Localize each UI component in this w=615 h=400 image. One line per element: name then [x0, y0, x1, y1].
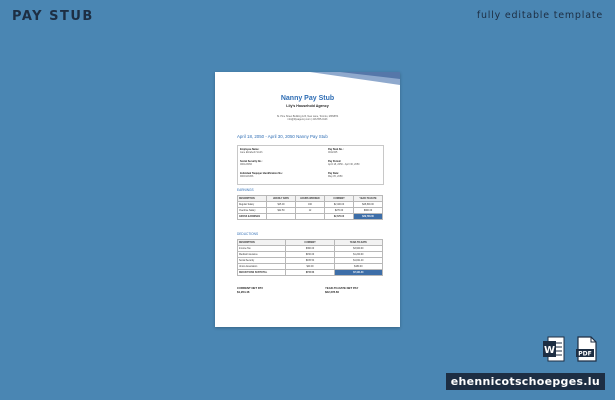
pay-period-value: April 18, 2050 - April 30, 2050 — [328, 163, 360, 166]
table-header-cell: HOURS WORKED — [296, 196, 325, 202]
ytd-net-pay-label: YEAR-TO-DATE NET PAY — [325, 286, 359, 290]
pdf-doc-icon[interactable] — [576, 336, 598, 362]
pay-date-label: Pay Date: — [328, 172, 339, 175]
table-cell: $900.00 — [354, 208, 383, 214]
table-cell: Regular Salary — [238, 202, 267, 208]
agency-name: Lily's Household Agency — [286, 104, 329, 108]
table-cell: $150.00 — [286, 252, 334, 258]
table-cell: 160 — [296, 202, 325, 208]
employee-info-box — [237, 145, 384, 185]
table-header-cell: DESCRIPTION — [238, 240, 286, 246]
table-cell — [296, 214, 325, 220]
table-header-cell: YEAR-TO-DATE — [334, 240, 382, 246]
deductions-section-title: DEDUCTIONS — [237, 232, 259, 236]
table-header-cell: YEAR-TO-DATE — [354, 196, 383, 202]
table-cell: $3,900.00 — [334, 246, 382, 252]
table-cell: Medical Insurance — [238, 252, 286, 258]
earnings-section-title: EARNINGS — [237, 188, 254, 192]
address-line-1: St. Pine Street Building 123, New Lane, Toronto, M3N8H4 — [276, 115, 339, 118]
table-cell: 12 — [296, 208, 325, 214]
document-title: Nanny Pay Stub — [280, 95, 335, 102]
table-cell: $1,200.00 — [334, 252, 382, 258]
table-total-row — [238, 214, 383, 220]
page-corner-decoration — [310, 72, 400, 86]
taxpayer-id-value: 9000123456 — [240, 175, 254, 178]
ytd-net-pay — [325, 286, 358, 294]
address-line-2: info@lilysagency.com | 416-555-0123 — [287, 118, 328, 122]
table-cell — [267, 214, 296, 220]
format-icons — [543, 336, 603, 362]
ssn-label: Social Security No.: — [240, 160, 263, 163]
page-heading: PAY STUB — [12, 9, 94, 24]
table-total-row — [238, 270, 383, 276]
word-letter: W — [543, 345, 556, 356]
current-net-pay-value: $1,954.46 — [237, 290, 250, 294]
table-cell: $22.50 — [267, 208, 296, 214]
deductions-table — [237, 239, 383, 276]
table-header-cell: DESCRIPTION — [238, 196, 267, 202]
page-subheading: fully editable template — [476, 10, 603, 21]
table-cell: $270.00 — [325, 208, 354, 214]
table-cell: $360.00 — [286, 246, 334, 252]
table-cell: Social Security — [238, 258, 286, 264]
word-doc-icon[interactable] — [543, 336, 565, 362]
current-net-pay — [237, 286, 263, 294]
table-header-cell: CURRENT — [325, 196, 354, 202]
total-label: DEDUCTIONS SUBTOTAL — [238, 270, 286, 276]
table-cell: $480.00 — [334, 264, 382, 270]
table-cell: $40.00 — [286, 264, 334, 270]
employee-name-value: Jane Elizabeth Smith — [240, 151, 263, 154]
total-ytd: $7,421.40 — [334, 270, 382, 276]
table-cell: $2,400.00 — [325, 202, 354, 208]
table-cell: $28,800.00 — [354, 202, 383, 208]
ssn-value: 000123456 — [240, 163, 252, 166]
table-header-cell: HOURLY RATE — [267, 196, 296, 202]
agency-address — [215, 115, 400, 122]
table-cell: Union Association — [238, 264, 286, 270]
table-header-cell: CURRENT — [286, 240, 334, 246]
table-cell: $15.00 — [267, 202, 296, 208]
taxpayer-id-label: Individual Taxpayer Identification No.: — [240, 172, 283, 175]
pay-stub-no-value: 0012345 — [328, 151, 338, 154]
pay-period-label: Pay Period: — [328, 160, 342, 163]
table-cell: $165.54 — [286, 258, 334, 264]
total-current: $715.54 — [286, 270, 334, 276]
brand-watermark[interactable]: ehennicotschoepges.lu — [446, 373, 605, 390]
table-cell: $1,841.40 — [334, 258, 382, 264]
pay-stub-no-label: Pay Stub No.: — [328, 148, 344, 151]
table-cell: Income Tax — [238, 246, 286, 252]
total-ytd: $29,700.00 — [354, 214, 383, 220]
current-net-pay-label: CURRENT NET PAY — [237, 286, 264, 290]
earnings-table — [237, 195, 383, 220]
employee-name-label: Employee Name: — [240, 148, 260, 151]
total-label: GROSS EARNINGS — [238, 214, 267, 220]
pay-date-value: May 05, 2050 — [328, 175, 343, 178]
pay-period-heading: April 18, 2050 - April 30, 2050 Nanny Pay Stub — [237, 134, 328, 139]
pdf-label: PDF — [578, 350, 592, 358]
document-preview — [215, 72, 400, 327]
table-cell: Overtime Salary — [238, 208, 267, 214]
total-current: $2,670.00 — [325, 214, 354, 220]
ytd-net-pay-value: $22,278.60 — [325, 290, 339, 294]
